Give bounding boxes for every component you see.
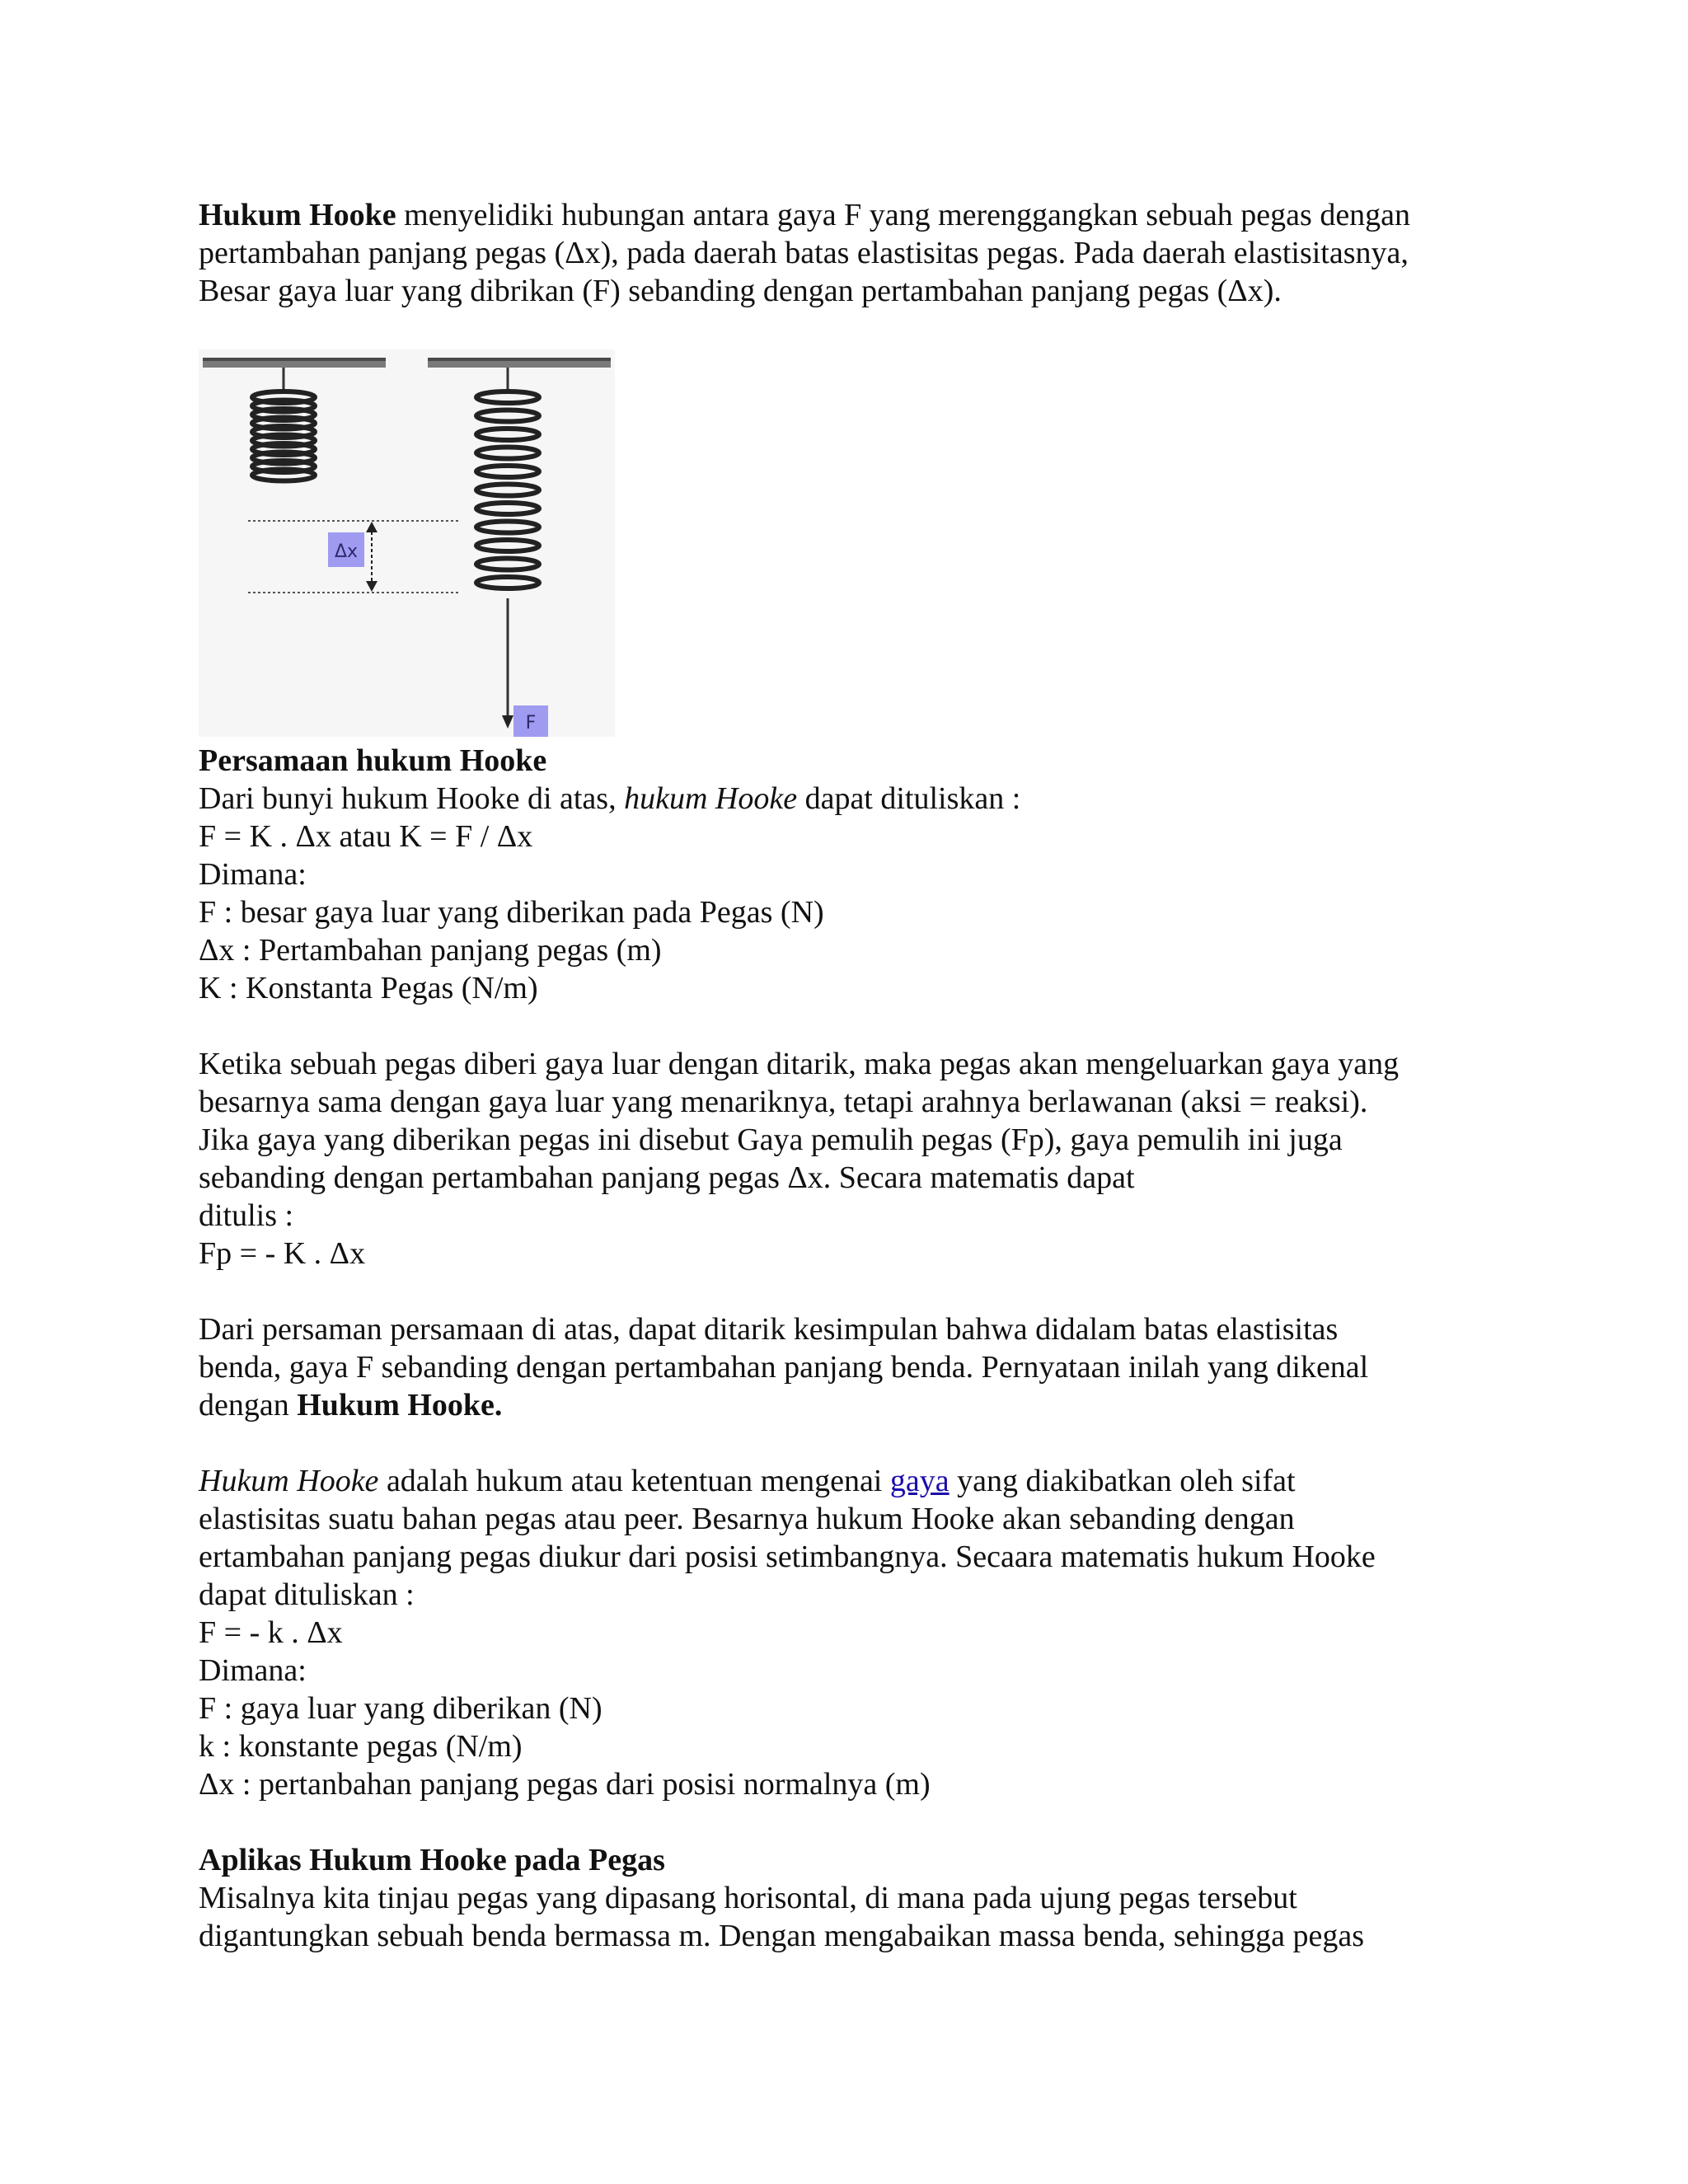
formula-hooke: F = K . Δx atau K = F / Δx [199,819,533,854]
formula-restoring: Fp = - K . Δx [199,1236,366,1271]
section-equation: Persamaan hukum Hooke Dari bunyi hukum Hooke di atas, hukum Hooke dapat dituliskan : F = K . Δx atau K = F / Δx Dimana: F : besar gaya luar yang diberikan pada Pegas (N) Δx : Pertambahan panjang pegas (m) K : Konstanta Pegas (N/m) [199,742,1484,1007]
formula-hooke-negative: F = - k . Δx [199,1615,343,1650]
restoring-force-paragraph: Ketika sebuah pegas diberi gaya luar dengan ditarik, maka pegas akan mengeluarkan gaya yang besarnya sama dengan gaya luar yang menariknya, tetapi arahnya berlawanan (aksi = reaksi). Jika gaya yang diberikan pegas ini disebut Gaya pemulih pegas (Fp), gaya pemulih ini juga sebanding dengan pertambahan panjang pegas Δx. Secara matematis dapat ditulis : Fp = - K . Δx [199,1045,1484,1272]
delta-x-label: Δx [334,541,359,562]
intro-paragraph: Hukum Hooke menyelidiki hubungan antara gaya F yang merenggangkan sebuah pegas dengan pertambahan panjang pegas (Δx), pada daerah batas elastisitas pegas. Pada daerah elastisitasnya, Besar gaya luar yang dibrikan (F) sebanding dengan pertambahan panjang pegas (Δx). [199,198,1411,308]
force-label: F [525,713,537,733]
definition-paragraph: Hukum Hooke adalah hukum atau ketentuan mengenai gaya yang diakibatkan oleh sifat elastisitas suatu bahan pegas atau peer. Besarnya hukum Hooke akan sebanding dengan ertambahan panjang pegas diukur dari posisi setimbangnya. Secaara matematis hukum Hooke dapat dituliskan : F = - k . Δx Dimana: F : gaya luar yang diberikan (N) k : konstante pegas (N/m) Δx : pertanbahan panjang pegas dari posisi normalnya (m) [199,1462,1484,1803]
conclusion-paragraph: Dari persaman persamaan di atas, dapat ditarik kesimpulan bahwa didalam batas elastisitas benda, gaya F sebanding dengan pertambahan panjang benda. Pernyataan inilah yang dikenal dengan Hukum Hooke. [199,1312,1369,1422]
section-heading-equation: Persamaan hukum Hooke [199,743,547,778]
intro-term: Hukum Hooke [199,198,396,232]
document-page [199,196,1484,1955]
section-heading-application: Aplikas Hukum Hooke pada Pegas [199,1843,665,1877]
section-application: Aplikas Hukum Hooke pada Pegas Misalnya kita tinjau pegas yang dipasang horisontal, di mana pada ujung pegas tersebut digantungkan sebuah benda bermassa m. Dengan mengabaikan massa benda, sehingga pegas [199,1843,1364,1953]
gaya-link[interactable]: gaya [889,1464,950,1498]
spring-diagram [199,349,615,737]
